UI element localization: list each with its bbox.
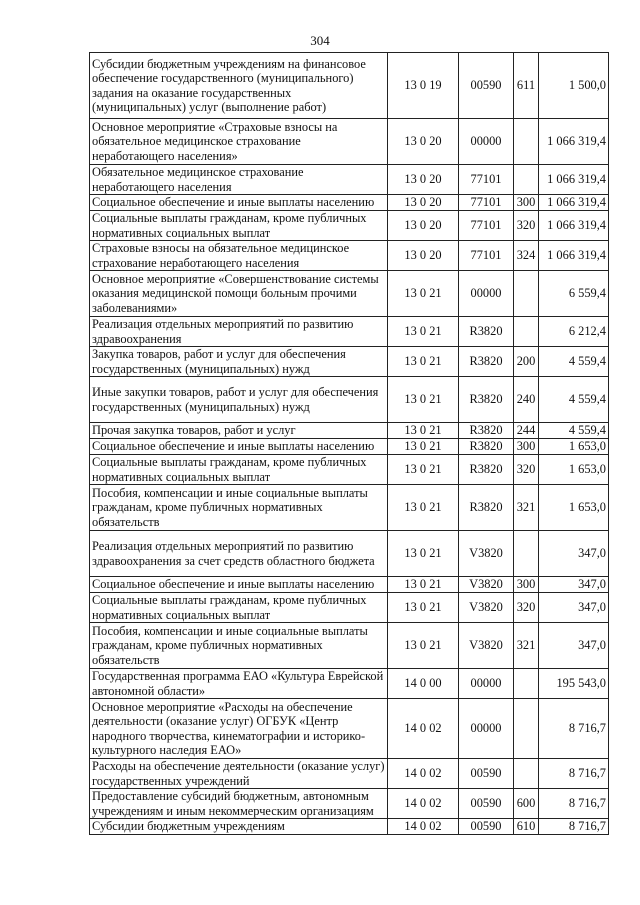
row-program-code: 13 0 21 [388, 623, 459, 669]
table-row [90, 699, 609, 759]
row-expense-type [514, 119, 539, 165]
row-name: Реализация отдельных мероприятий по развитию здравоохранения [90, 317, 388, 347]
row-expense-type: 300 [514, 195, 539, 211]
row-amount: 1 500,0 [539, 53, 609, 119]
row-program-code: 13 0 21 [388, 531, 459, 577]
row-expense-type: 300 [514, 439, 539, 455]
row-amount: 8 716,7 [539, 789, 609, 819]
row-name: Пособия, компенсации и иные социальные выплаты гражданам, кроме публичных нормативных обязательств [90, 623, 388, 669]
row-amount: 8 716,7 [539, 819, 609, 835]
row-amount: 1 653,0 [539, 485, 609, 531]
row-direction-code: 00000 [459, 699, 514, 759]
row-name: Расходы на обеспечение деятельности (оказание услуг) государственных учреждений [90, 759, 388, 789]
table-row [90, 165, 609, 195]
row-expense-type [514, 759, 539, 789]
row-direction-code: R3820 [459, 455, 514, 485]
table-row [90, 439, 609, 455]
row-name: Реализация отдельных мероприятий по развитию здравоохранения за счет средств областного бюджета [90, 531, 388, 577]
table-row [90, 819, 609, 835]
row-program-code: 13 0 20 [388, 211, 459, 241]
row-name: Социальные выплаты гражданам, кроме публичных нормативных социальных выплат [90, 211, 388, 241]
row-amount: 4 559,4 [539, 347, 609, 377]
table-row [90, 53, 609, 119]
row-program-code: 13 0 21 [388, 423, 459, 439]
table-row [90, 593, 609, 623]
row-name: Социальное обеспечение и иные выплаты населению [90, 439, 388, 455]
row-amount: 1 653,0 [539, 455, 609, 485]
row-direction-code: 00590 [459, 759, 514, 789]
row-direction-code: V3820 [459, 593, 514, 623]
row-name: Обязательное медицинское страхование неработающего населения [90, 165, 388, 195]
row-amount: 347,0 [539, 593, 609, 623]
row-name: Основное мероприятие «Страховые взносы на обязательное медицинское страхование неработающего населения» [90, 119, 388, 165]
table-row [90, 317, 609, 347]
row-direction-code: R3820 [459, 485, 514, 531]
row-amount: 1 066 319,4 [539, 241, 609, 271]
row-program-code: 14 0 02 [388, 819, 459, 835]
page-number: 304 [310, 33, 330, 48]
row-name: Закупка товаров, работ и услуг для обеспечения государственных (муниципальных) нужд [90, 347, 388, 377]
row-program-code: 13 0 20 [388, 195, 459, 211]
row-amount: 347,0 [539, 577, 609, 593]
row-direction-code: R3820 [459, 439, 514, 455]
row-name: Государственная программа ЕАО «Культура Еврейской автономной области» [90, 669, 388, 699]
row-amount: 4 559,4 [539, 423, 609, 439]
row-expense-type [514, 165, 539, 195]
table-row [90, 347, 609, 377]
row-direction-code: 77101 [459, 211, 514, 241]
row-expense-type: 240 [514, 377, 539, 423]
table-row [90, 377, 609, 423]
row-expense-type: 320 [514, 455, 539, 485]
row-program-code: 13 0 20 [388, 241, 459, 271]
row-name: Предоставление субсидий бюджетным, автономным учреждениям и иным некоммерческим организациям [90, 789, 388, 819]
row-amount: 6 559,4 [539, 271, 609, 317]
row-expense-type: 320 [514, 211, 539, 241]
row-direction-code: 77101 [459, 241, 514, 271]
row-name: Прочая закупка товаров, работ и услуг [90, 423, 388, 439]
row-direction-code: 77101 [459, 165, 514, 195]
table-row [90, 531, 609, 577]
row-program-code: 13 0 20 [388, 165, 459, 195]
row-program-code: 13 0 21 [388, 593, 459, 623]
table-row [90, 241, 609, 271]
row-direction-code: 00590 [459, 789, 514, 819]
row-expense-type [514, 699, 539, 759]
row-name: Социальные выплаты гражданам, кроме публичных нормативных социальных выплат [90, 455, 388, 485]
row-expense-type: 600 [514, 789, 539, 819]
row-program-code: 13 0 21 [388, 347, 459, 377]
row-direction-code: V3820 [459, 623, 514, 669]
table-row [90, 211, 609, 241]
row-amount: 195 543,0 [539, 669, 609, 699]
row-expense-type: 321 [514, 623, 539, 669]
row-program-code: 14 0 02 [388, 759, 459, 789]
row-direction-code: R3820 [459, 317, 514, 347]
table-row [90, 669, 609, 699]
row-expense-type: 324 [514, 241, 539, 271]
row-expense-type: 321 [514, 485, 539, 531]
table-row [90, 119, 609, 165]
row-program-code: 14 0 02 [388, 699, 459, 759]
table-row [90, 455, 609, 485]
row-direction-code: V3820 [459, 577, 514, 593]
row-expense-type [514, 531, 539, 577]
row-direction-code: 00590 [459, 819, 514, 835]
row-direction-code: 77101 [459, 195, 514, 211]
row-expense-type: 611 [514, 53, 539, 119]
row-amount: 8 716,7 [539, 699, 609, 759]
row-program-code: 13 0 20 [388, 119, 459, 165]
row-amount: 1 066 319,4 [539, 165, 609, 195]
row-name: Социальное обеспечение и иные выплаты населению [90, 195, 388, 211]
row-direction-code: 00000 [459, 119, 514, 165]
row-direction-code: R3820 [459, 377, 514, 423]
table-row [90, 423, 609, 439]
table-row [90, 759, 609, 789]
table-row [90, 485, 609, 531]
row-expense-type [514, 271, 539, 317]
row-amount: 8 716,7 [539, 759, 609, 789]
row-name: Субсидии бюджетным учреждениям [90, 819, 388, 835]
row-name: Страховые взносы на обязательное медицинское страхование неработающего населения [90, 241, 388, 271]
row-amount: 1 653,0 [539, 439, 609, 455]
row-program-code: 13 0 21 [388, 271, 459, 317]
row-name: Пособия, компенсации и иные социальные выплаты гражданам, кроме публичных нормативных обязательств [90, 485, 388, 531]
row-amount: 1 066 319,4 [539, 211, 609, 241]
table-row [90, 789, 609, 819]
row-expense-type [514, 669, 539, 699]
row-amount: 347,0 [539, 531, 609, 577]
table-row [90, 271, 609, 317]
row-program-code: 13 0 21 [388, 377, 459, 423]
row-direction-code: 00000 [459, 271, 514, 317]
row-program-code: 14 0 02 [388, 789, 459, 819]
table-row [90, 577, 609, 593]
row-direction-code: 00000 [459, 669, 514, 699]
row-expense-type: 320 [514, 593, 539, 623]
row-direction-code: R3820 [459, 347, 514, 377]
row-program-code: 13 0 19 [388, 53, 459, 119]
row-amount: 6 212,4 [539, 317, 609, 347]
table-row [90, 623, 609, 669]
row-amount: 347,0 [539, 623, 609, 669]
row-program-code: 13 0 21 [388, 317, 459, 347]
budget-table [89, 52, 609, 835]
row-name: Основное мероприятие «Совершенствование системы оказания медицинской помощи больным прочими заболеваниями» [90, 271, 388, 317]
row-expense-type: 200 [514, 347, 539, 377]
row-amount: 1 066 319,4 [539, 119, 609, 165]
row-program-code: 13 0 21 [388, 439, 459, 455]
row-direction-code: V3820 [459, 531, 514, 577]
row-name: Социальные выплаты гражданам, кроме публичных нормативных социальных выплат [90, 593, 388, 623]
row-program-code: 13 0 21 [388, 455, 459, 485]
row-name: Субсидии бюджетным учреждениям на финансовое обеспечение государственного (муниципального) задания на оказание государственных (муниципальных) услуг (выполнение работ) [90, 53, 388, 119]
row-direction-code: R3820 [459, 423, 514, 439]
row-amount: 1 066 319,4 [539, 195, 609, 211]
row-program-code: 13 0 21 [388, 485, 459, 531]
row-direction-code: 00590 [459, 53, 514, 119]
row-expense-type: 610 [514, 819, 539, 835]
row-expense-type: 244 [514, 423, 539, 439]
row-program-code: 14 0 00 [388, 669, 459, 699]
row-name: Социальное обеспечение и иные выплаты населению [90, 577, 388, 593]
row-amount: 4 559,4 [539, 377, 609, 423]
row-name: Основное мероприятие «Расходы на обеспечение деятельности (оказание услуг) ОГБУК «Центр народного творчества, кинематографии и историко-культурного наследия ЕАО» [90, 699, 388, 759]
row-expense-type: 300 [514, 577, 539, 593]
row-program-code: 13 0 21 [388, 577, 459, 593]
row-name: Иные закупки товаров, работ и услуг для обеспечения государственных (муниципальных) нужд [90, 377, 388, 423]
table-row [90, 195, 609, 211]
row-expense-type [514, 317, 539, 347]
